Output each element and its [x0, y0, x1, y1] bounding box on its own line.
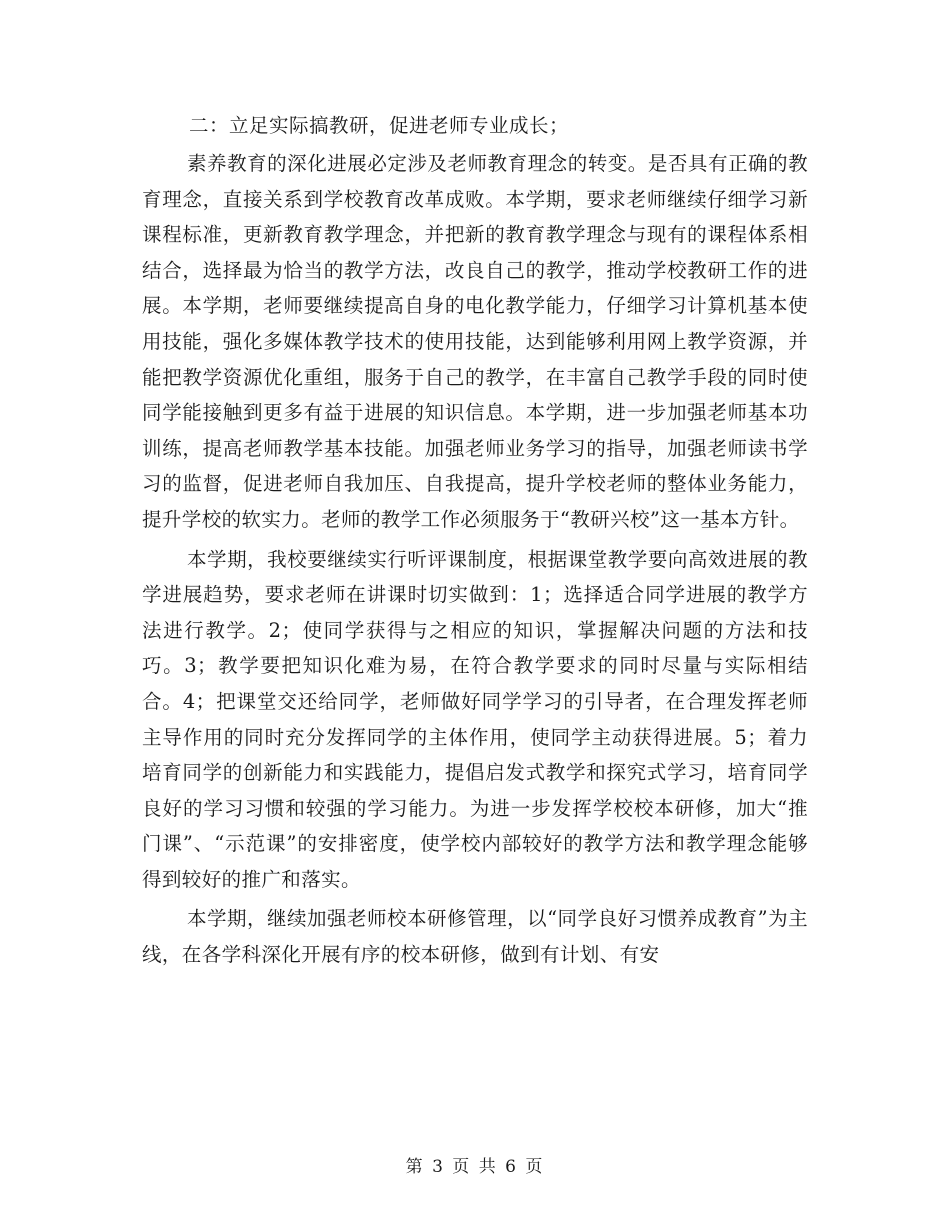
- paragraph-school-research: 本学期，继续加强老师校本研修管理，以“同学良好习惯养成教育”为主线，在各学科深化开展有序的校本研修，做到有计划、有安: [142, 907, 808, 967]
- page-footer: 第 3 页 共 6 页: [405, 1157, 545, 1177]
- document-page: [142, 110, 808, 977]
- paragraph-lesson-evaluation: 本学期，我校要继续实行听评课制度，根据课堂教学要向高效进展的教学进展趋势，要求老师在讲课时切实做到：1；选择适合同学进展的教学方法进行教学。2；使同学获得与之相应的知识，掌握解决问题的方法和技巧。3；教学要把知识化难为易，在符合教学要求的同时尽量与实际相结合。4；把课堂交还给同学，老师做好同学学习的引导者，在合理发挥老师主导作用的同时充分发挥同学的主体作用，使同学主动获得进展。5；着力培育同学的创新能力和实践能力，提倡启发式教学和探究式学习，培育同学良好的学习习惯和较强的学习能力。为进一步发挥学校校本研修，加大“推门课”、“示范课”的安排密度，使学校内部较好的教学方法和教学理念能够得到较好的推广和落实。: [142, 547, 808, 891]
- paragraph-teaching-philosophy: 素养教育的深化进展必定涉及老师教育理念的转变。是否具有正确的教育理念，直接关系到学校教育改革成败。本学期，要求老师继续仔细学习新课程标准，更新教育教学理念，并把新的教育教学理念与现有的课程体系相结合，选择最为恰当的教学方法，改良自己的教学，推动学校教研工作的进展。本学期，老师要继续提高自身的电化教学能力，仔细学习计算机基本使用技能，强化多媒体教学技术的使用技能，达到能够利用网上教学资源，并能把教学资源优化重组，服务于自己的教学，在丰富自己教学手段的同时使同学能接触到更多有益于进展的知识信息。本学期，进一步加强老师基本功训练，提高老师教学基本技能。加强老师业务学习的指导，加强老师读书学习的监督，促进老师自我加压、自我提高，提升学校老师的整体业务能力，提升学校的软实力。老师的教学工作必须服务于“教研兴校”这一基本方针。: [142, 152, 808, 531]
- section-heading: 二：立足实际搞教研，促进老师专业成长；: [189, 114, 570, 137]
